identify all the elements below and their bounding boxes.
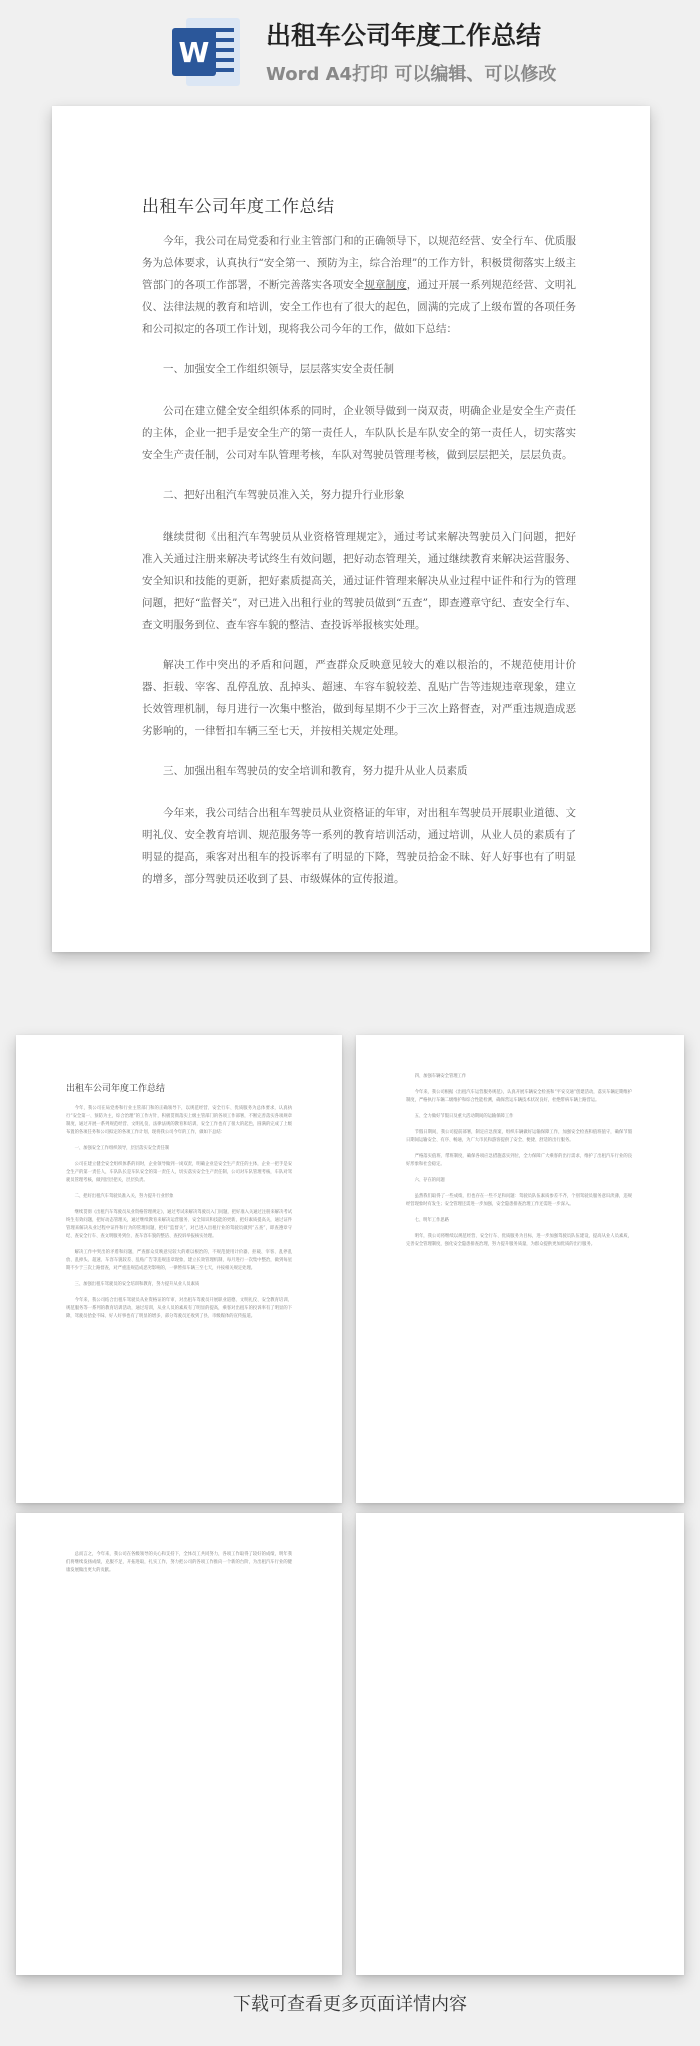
paragraph: 一、加强安全工作组织领导，层层落实安全责任制: [74, 1146, 170, 1151]
document-title: 出租车公司年度工作总结: [142, 197, 335, 217]
paragraph: 虽然我们取得了一些成绩，但也存在一些不足和问题：驾驶员队伍素质参差不齐，个别驾驶员服务意识淡薄，违规经营现象时有发生；安全管理还需进一步加强，安全隐患排查治理工作还需进一步深入。: [406, 1194, 632, 1207]
document-page-thumbnail-2[interactable]: [356, 1035, 684, 1503]
header-banner: [0, 0, 700, 100]
paragraph: 六、存在的问题: [414, 1178, 445, 1183]
paragraph: 五、全力做好节假日及重大活动期间的运输保障工作: [414, 1114, 514, 1119]
section-heading-1: 一、加强安全工作组织领导，层层落实安全责任制: [163, 363, 394, 375]
paragraph: 总而言之，今年来，我公司在各级领导的关心和支持下，全体员工共同努力，各项工作取得了较好的成绩，明年我们将继续发扬成绩，克服不足，开拓进取，扎实工作，努力把公司的各项工作推向一个新的台阶，为出租汽车行业的健康发展做出更大的贡献。: [66, 1552, 292, 1573]
paragraph: 二、把好出租汽车驾驶员准入关，努力提升行业形象: [74, 1194, 174, 1199]
thumbnail-body: [406, 1073, 632, 1257]
document-body: [142, 230, 576, 908]
section-heading-3: 三、加强出租车驾驶员的安全培训和教育，努力提升从业人员素质: [163, 765, 468, 777]
paragraph: 今年来，我公司根据《出租汽车运营服务规范》，认真开展车辆安全检查和“平安交通”创建活动，落实车辆定期维护制度，严格执行车辆二级维护和综合性能检测，确保营运车辆技术状况良好，杜绝带病车辆上路营运。: [406, 1090, 632, 1103]
paragraph: 公司在建立健全安全组织体系的同时，企业领导做到一岗双责，明确企业是安全生产责任的主体，企业一把手是安全生产的第一责任人，车队队长是车队安全的第一责任人，切实落实安全生产责任制，公司对车队管理考核，车队对驾驶员管理考核，做到层层把关，层层负责。: [66, 1162, 292, 1183]
thumbnail-body: [66, 1105, 292, 1329]
paragraph: 继续贯彻《出租汽车驾驶员从业资格管理规定》，通过考试来解决驾驶员入门问题，把好准入关通过注册来解决考试终生有效问题，把好动态管理关，通过继续教育来解决运营服务、安全知识和技能的更新，把好素质提高关，通过证件管理来解决从业过程中证件和行为的管理问题，把好“监督关”，对已进入出租行业的驾驶员做到“五查”，即查遵章守纪、查安全行车、查文明服务到位、查车容车貌的整洁、查投诉举报核实处理。: [66, 1210, 292, 1239]
paragraph: 今年来，我公司结合出租车驾驶员从业资格证的年审，对出租车驾驶员开展职业道德、文明礼仪、安全教育培训、规范服务等一系列的教育培训活动，通过培训，从业人员的素质有了明显的提高，乘客对出租车的投诉率有了明显的下降，驾驶员拾金不昧、好人好事也有了明显的增多，部分驾驶员还收到了县、市级媒体的宣传报道。: [66, 1298, 292, 1319]
paragraph-intro: 今年，我公司在局党委和行业主管部门和的正确领导下，以规范经营、安全行车、优质服务为总体要求，认真执行“安全第一、预防为主，综合治理”的工作方针，积极贯彻落实上级主管部门的各项工作部署，不断完善落实各项安全规章制度，通过开展一系列规范经营、文明礼仪、法律法规的教育和培训，安全工作也有了很大的起色，圆满的完成了上级布置的各项任务和公司拟定的各项工作计划，现将我公司今年的工作，做如下总结：: [142, 235, 577, 335]
download-more-text[interactable]: 下载可查看更多页面详情内容: [233, 1994, 467, 2015]
paragraph: 解决工作中突出的矛盾和问题，严查群众反映意见较大的难以根治的，不规范使用计价器、拒载、宰客、乱停乱放、乱掉头、超速、车容车貌较差、乱贴广告等违规违章现象，建立长效管理机制，每月进行一次集中整治，做到每星期不少于三次上路督查，对严重违规造成恶劣影响的，一律暂扣车辆三至七天，并按相关规定处理。: [142, 659, 576, 737]
document-page-thumbnail-1[interactable]: [16, 1035, 342, 1503]
thumbnail-title: 出租车公司年度工作总结: [66, 1084, 166, 1094]
header-title: 出租车公司年度工作总结: [266, 21, 542, 50]
paragraph: 公司在建立健全安全组织体系的同时，企业领导做到一岗双责，明确企业是安全生产责任的主体，企业一把手是安全生产的第一责任人，车队队长是车队安全的第一责任人，切实落实安全生产责任制，公司对车队管理考核，车队对驾驶员管理考核，做到层层把关，层层负责。: [142, 405, 576, 461]
document-page-thumbnail-3[interactable]: [16, 1513, 342, 1975]
svg-text:W: W: [178, 36, 210, 69]
header-subtitle: Word A4打印 可以编辑、可以修改: [266, 64, 557, 85]
paragraph: 继续贯彻《出租汽车驾驶员从业资格管理规定》，通过考试来解决驾驶员入门问题，把好准入关通过注册来解决考试终生有效问题，把好动态管理关，通过继续教育来解决运营服务、安全知识和技能的更新，把好素质提高关，通过证件管理来解决从业过程中证件和行为的管理问题，把好“监督关”，对已进入出租行业的驾驶员做到“五查”，即查遵章守纪、查安全行车、查文明服务到位、查车容车貌的整洁、查投诉举报核实处理。: [142, 531, 576, 631]
document-page-thumbnail-4[interactable]: [356, 1513, 684, 1975]
paragraph: 节假日期间，我公司提前部署，制定应急预案，组织车辆做好运输保障工作，加强安全检查和值班值守，确保节假日期间运输安全、有序、畅通，为广大市民和游客提供了安全、便捷、舒适的出行服务。: [406, 1130, 632, 1143]
paragraph: 今年来，我公司结合出租车驾驶员从业资格证的年审，对出租车驾驶员开展职业道德、文明礼仪、安全教育培训、规范服务等一系列的教育培训活动，通过培训，从业人员的素质有了明显的提高，乘客对出租车的投诉率有了明显的下降，驾驶员拾金不昧、好人好事也有了明显的增多，部分驾驶员还收到了县、市级媒体的宣传报道。: [142, 807, 576, 885]
word-icon: [172, 18, 240, 86]
paragraph: 三、加强出租车驾驶员的安全培训和教育，努力提升从业人员素质: [74, 1282, 200, 1287]
link-rules: 规章制度: [364, 279, 407, 291]
paragraph: 今年，我公司在局党委和行业主管部门和的正确领导下，以规范经营、安全行车、优质服务为总体要求，认真执行“安全第一、预防为主，综合治理”的工作方针，积极贯彻落实上级主管部门的各项工作部署，不断完善落实各项规章制度，通过开展一系列规范经营、文明礼仪、法律法规的教育和培训，安全工作也有了很大的起色，圆满的完成了上级布置的各项任务和公司拟定的各项工作计划，现将我公司今年的工作，做如下总结：: [66, 1106, 292, 1135]
document-page-preview-1: [52, 106, 650, 952]
section-heading-2: 二、把好出租汽车驾驶员准入关，努力提升行业形象: [163, 489, 405, 501]
paragraph: 严格落实值班、带班制度，确保各项应急措施落实到位，全力保障广大乘客的出行需求，维护了出租汽车行业的良好形象和社会稳定。: [406, 1154, 632, 1167]
thumbnail-body: [66, 1551, 292, 1583]
paragraph: 七、明年工作思路: [414, 1218, 449, 1223]
paragraph: 四、加强车辆安全管理工作: [414, 1074, 467, 1079]
paragraph: 明年，我公司将继续以规范经营、安全行车、优质服务为目标，进一步加强驾驶员队伍建设，提高从业人员素质，完善安全管理制度，强化安全隐患排查治理，努力提升服务质量，为群众提供更加优质的出行服务。: [406, 1234, 632, 1247]
paragraph: 解决工作中突出的矛盾和问题，严查群众反映意见较大的难以根治的，不规范使用计价器、拒载、宰客、乱停乱放、乱掉头、超速、车容车貌较差、乱贴广告等违规违章现象，建立长效管理机制，每月进行一次集中整治，做到每星期不少于三次上路督查，对严重违规造成恶劣影响的，一律暂扣车辆三至七天，并按相关规定处理。: [66, 1250, 292, 1271]
